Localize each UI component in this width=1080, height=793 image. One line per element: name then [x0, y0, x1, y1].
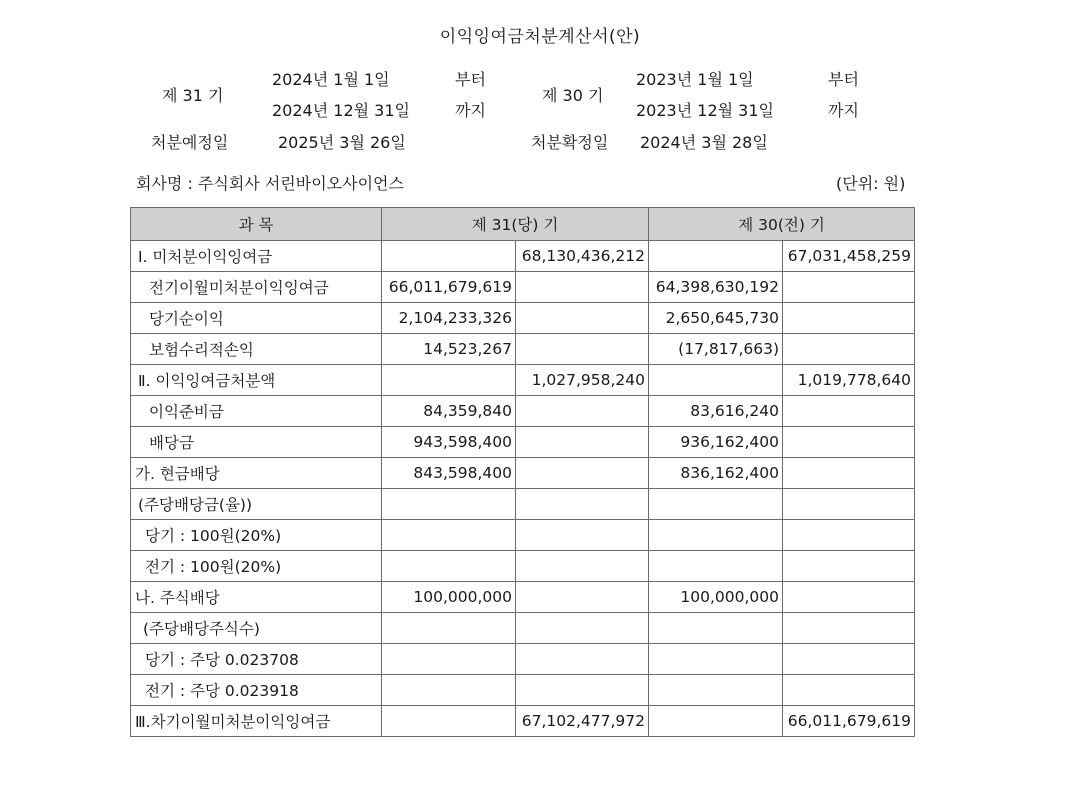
row-label: 가. 현금배당: [131, 458, 382, 489]
prior-total-cell: [783, 334, 915, 365]
row-label: (주당배당주식수): [131, 613, 382, 644]
prior-total-cell: [783, 582, 915, 613]
current-total-cell: [516, 613, 649, 644]
prior-detail-cell: [649, 613, 783, 644]
table-row: [131, 613, 915, 644]
prior-detail-cell: [649, 241, 783, 272]
prior-detail-cell: [649, 706, 783, 737]
table-row: [131, 272, 915, 303]
table-row: [131, 675, 915, 706]
prior-total-cell: [783, 303, 915, 334]
current-detail-cell: 943,598,400: [382, 427, 516, 458]
prior-total-cell: 67,031,458,259: [783, 241, 915, 272]
current-total-cell: [516, 272, 649, 303]
current-total-cell: [516, 458, 649, 489]
retained-earnings-table: [130, 207, 915, 737]
current-detail-cell: 2,104,233,326: [382, 303, 516, 334]
current-date-value: 2025년 3월 26일: [278, 133, 406, 152]
current-detail-cell: 843,598,400: [382, 458, 516, 489]
prior-detail-cell: (17,817,663): [649, 334, 783, 365]
prior-period-from-suffix: 부터: [828, 70, 859, 89]
row-label: 나. 주식배당: [131, 582, 382, 613]
prior-total-cell: [783, 427, 915, 458]
current-detail-cell: [382, 489, 516, 520]
row-label: 이익준비금: [131, 396, 382, 427]
prior-period-to: 2023년 12월 31일: [636, 101, 774, 120]
current-total-cell: [516, 551, 649, 582]
prior-detail-cell: [649, 489, 783, 520]
table-row: [131, 334, 915, 365]
current-date-label: 처분예정일: [151, 133, 229, 152]
current-detail-cell: [382, 365, 516, 396]
row-label: (주당배당금(율)): [131, 489, 382, 520]
header-subject: 과 목: [131, 208, 382, 241]
prior-detail-cell: 936,162,400: [649, 427, 783, 458]
current-total-cell: [516, 520, 649, 551]
current-total-cell: [516, 303, 649, 334]
table-row: [131, 582, 915, 613]
current-period-from-suffix: 부터: [455, 70, 486, 89]
current-total-cell: 68,130,436,212: [516, 241, 649, 272]
current-total-cell: [516, 334, 649, 365]
prior-period-from: 2023년 1월 1일: [636, 70, 754, 89]
current-period-label: 제 31 기: [162, 86, 224, 105]
current-total-cell: [516, 582, 649, 613]
header-prior-period: 제 30(전) 기: [649, 208, 915, 241]
current-detail-cell: [382, 520, 516, 551]
current-total-cell: [516, 427, 649, 458]
prior-total-cell: [783, 458, 915, 489]
table-row: [131, 489, 915, 520]
row-label: 배당금: [131, 427, 382, 458]
row-label: 보험수리적손익: [131, 334, 382, 365]
prior-total-cell: 66,011,679,619: [783, 706, 915, 737]
table-header-row: [131, 208, 915, 241]
current-period-to: 2024년 12월 31일: [272, 101, 410, 120]
row-label: Ⅲ.차기이월미처분이익잉여금: [131, 706, 382, 737]
current-detail-cell: [382, 241, 516, 272]
prior-detail-cell: [649, 551, 783, 582]
table-row: [131, 365, 915, 396]
current-detail-cell: 66,011,679,619: [382, 272, 516, 303]
current-detail-cell: 14,523,267: [382, 334, 516, 365]
table-row: [131, 706, 915, 737]
current-detail-cell: [382, 551, 516, 582]
current-total-cell: [516, 396, 649, 427]
prior-detail-cell: 64,398,630,192: [649, 272, 783, 303]
prior-total-cell: [783, 644, 915, 675]
table-row: [131, 427, 915, 458]
prior-total-cell: [783, 551, 915, 582]
table-row: [131, 241, 915, 272]
table-row: [131, 644, 915, 675]
current-total-cell: [516, 675, 649, 706]
prior-detail-cell: 2,650,645,730: [649, 303, 783, 334]
current-detail-cell: [382, 675, 516, 706]
prior-total-cell: [783, 520, 915, 551]
row-label: 전기이월미처분이익잉여금: [131, 272, 382, 303]
current-total-cell: 67,102,477,972: [516, 706, 649, 737]
row-label: 당기 : 주당 0.023708: [131, 644, 382, 675]
prior-detail-cell: 836,162,400: [649, 458, 783, 489]
prior-detail-cell: 83,616,240: [649, 396, 783, 427]
current-total-cell: 1,027,958,240: [516, 365, 649, 396]
prior-date-label: 처분확정일: [531, 133, 609, 152]
current-detail-cell: [382, 706, 516, 737]
prior-detail-cell: [649, 675, 783, 706]
table-row: [131, 458, 915, 489]
prior-detail-cell: 100,000,000: [649, 582, 783, 613]
current-detail-cell: 84,359,840: [382, 396, 516, 427]
row-label: Ⅱ. 이익잉여금처분액: [131, 365, 382, 396]
current-detail-cell: [382, 613, 516, 644]
prior-date-value: 2024년 3월 28일: [640, 133, 768, 152]
prior-period-to-suffix: 까지: [828, 101, 859, 120]
row-label: 당기 : 100원(20%): [131, 520, 382, 551]
unit-label: (단위: 원): [836, 174, 906, 193]
row-label: 전기 : 100원(20%): [131, 551, 382, 582]
current-period-from: 2024년 1월 1일: [272, 70, 390, 89]
company-name: 회사명 : 주식회사 서린바이오사이언스: [136, 174, 404, 193]
prior-total-cell: [783, 272, 915, 303]
current-period-to-suffix: 까지: [455, 101, 486, 120]
prior-detail-cell: [649, 520, 783, 551]
prior-period-label: 제 30 기: [542, 86, 604, 105]
current-detail-cell: 100,000,000: [382, 582, 516, 613]
row-label: Ⅰ. 미처분이익잉여금: [131, 241, 382, 272]
table-row: [131, 396, 915, 427]
current-detail-cell: [382, 644, 516, 675]
document-title: 이익잉여금처분계산서(안): [439, 27, 641, 47]
row-label: 당기순이익: [131, 303, 382, 334]
table-row: [131, 520, 915, 551]
current-total-cell: [516, 644, 649, 675]
prior-total-cell: [783, 489, 915, 520]
header-current-period: 제 31(당) 기: [382, 208, 649, 241]
row-label: 전기 : 주당 0.023918: [131, 675, 382, 706]
prior-total-cell: [783, 396, 915, 427]
prior-detail-cell: [649, 644, 783, 675]
current-total-cell: [516, 489, 649, 520]
prior-total-cell: [783, 675, 915, 706]
table-row: [131, 551, 915, 582]
prior-detail-cell: [649, 365, 783, 396]
table-row: [131, 303, 915, 334]
prior-total-cell: [783, 613, 915, 644]
prior-total-cell: 1,019,778,640: [783, 365, 915, 396]
